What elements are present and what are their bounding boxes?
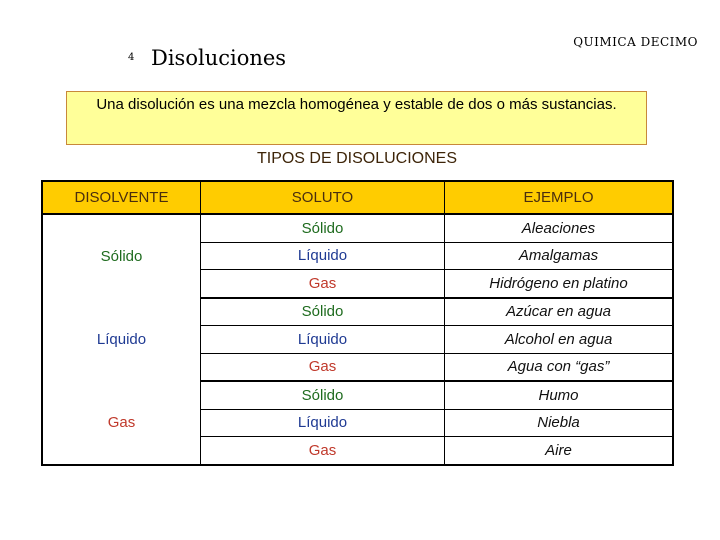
column-header-example: EJEMPLO	[445, 181, 674, 214]
page-title: Disoluciones	[151, 46, 287, 70]
example-cell: Hidrógeno en platino	[445, 270, 674, 298]
solution-types-table	[41, 180, 674, 466]
solvent-cell: Sólido	[100, 247, 143, 265]
solute-cell: Sólido	[201, 381, 445, 409]
table-row	[42, 381, 673, 409]
solute-cell: Gas	[201, 270, 445, 298]
table-row	[42, 298, 673, 326]
example-cell: Humo	[445, 381, 674, 409]
solute-cell: Gas	[201, 437, 445, 465]
solute-cell: Gas	[201, 353, 445, 381]
table-title: TIPOS DE DISOLUCIONES	[256, 150, 458, 167]
solvent-cell: Líquido	[96, 330, 147, 348]
example-cell: Amalgamas	[445, 242, 674, 270]
solvent-cell: Gas	[107, 413, 136, 431]
solute-cell: Sólido	[201, 298, 445, 326]
solute-cell: Líquido	[201, 409, 445, 437]
example-cell: Azúcar en agua	[445, 298, 674, 326]
definition-box	[66, 91, 647, 145]
example-cell: Aleaciones	[445, 214, 674, 242]
example-cell: Alcohol en agua	[445, 326, 674, 354]
page-number: 4	[128, 52, 135, 63]
table-header-row	[42, 181, 673, 214]
definition-text: Una disolución es una mezcla homogénea y estable de dos o más sustancias.	[96, 96, 617, 113]
column-header-solvent: DISOLVENTE	[42, 181, 201, 214]
example-cell: Agua con “gas”	[445, 353, 674, 381]
solute-cell: Líquido	[201, 326, 445, 354]
column-header-solute: SOLUTO	[201, 181, 445, 214]
table-row	[42, 214, 673, 242]
solute-cell: Sólido	[201, 214, 445, 242]
example-cell: Niebla	[445, 409, 674, 437]
solute-cell: Líquido	[201, 242, 445, 270]
course-label: QUIMICA DECIMO	[573, 35, 698, 49]
example-cell: Aire	[445, 437, 674, 465]
